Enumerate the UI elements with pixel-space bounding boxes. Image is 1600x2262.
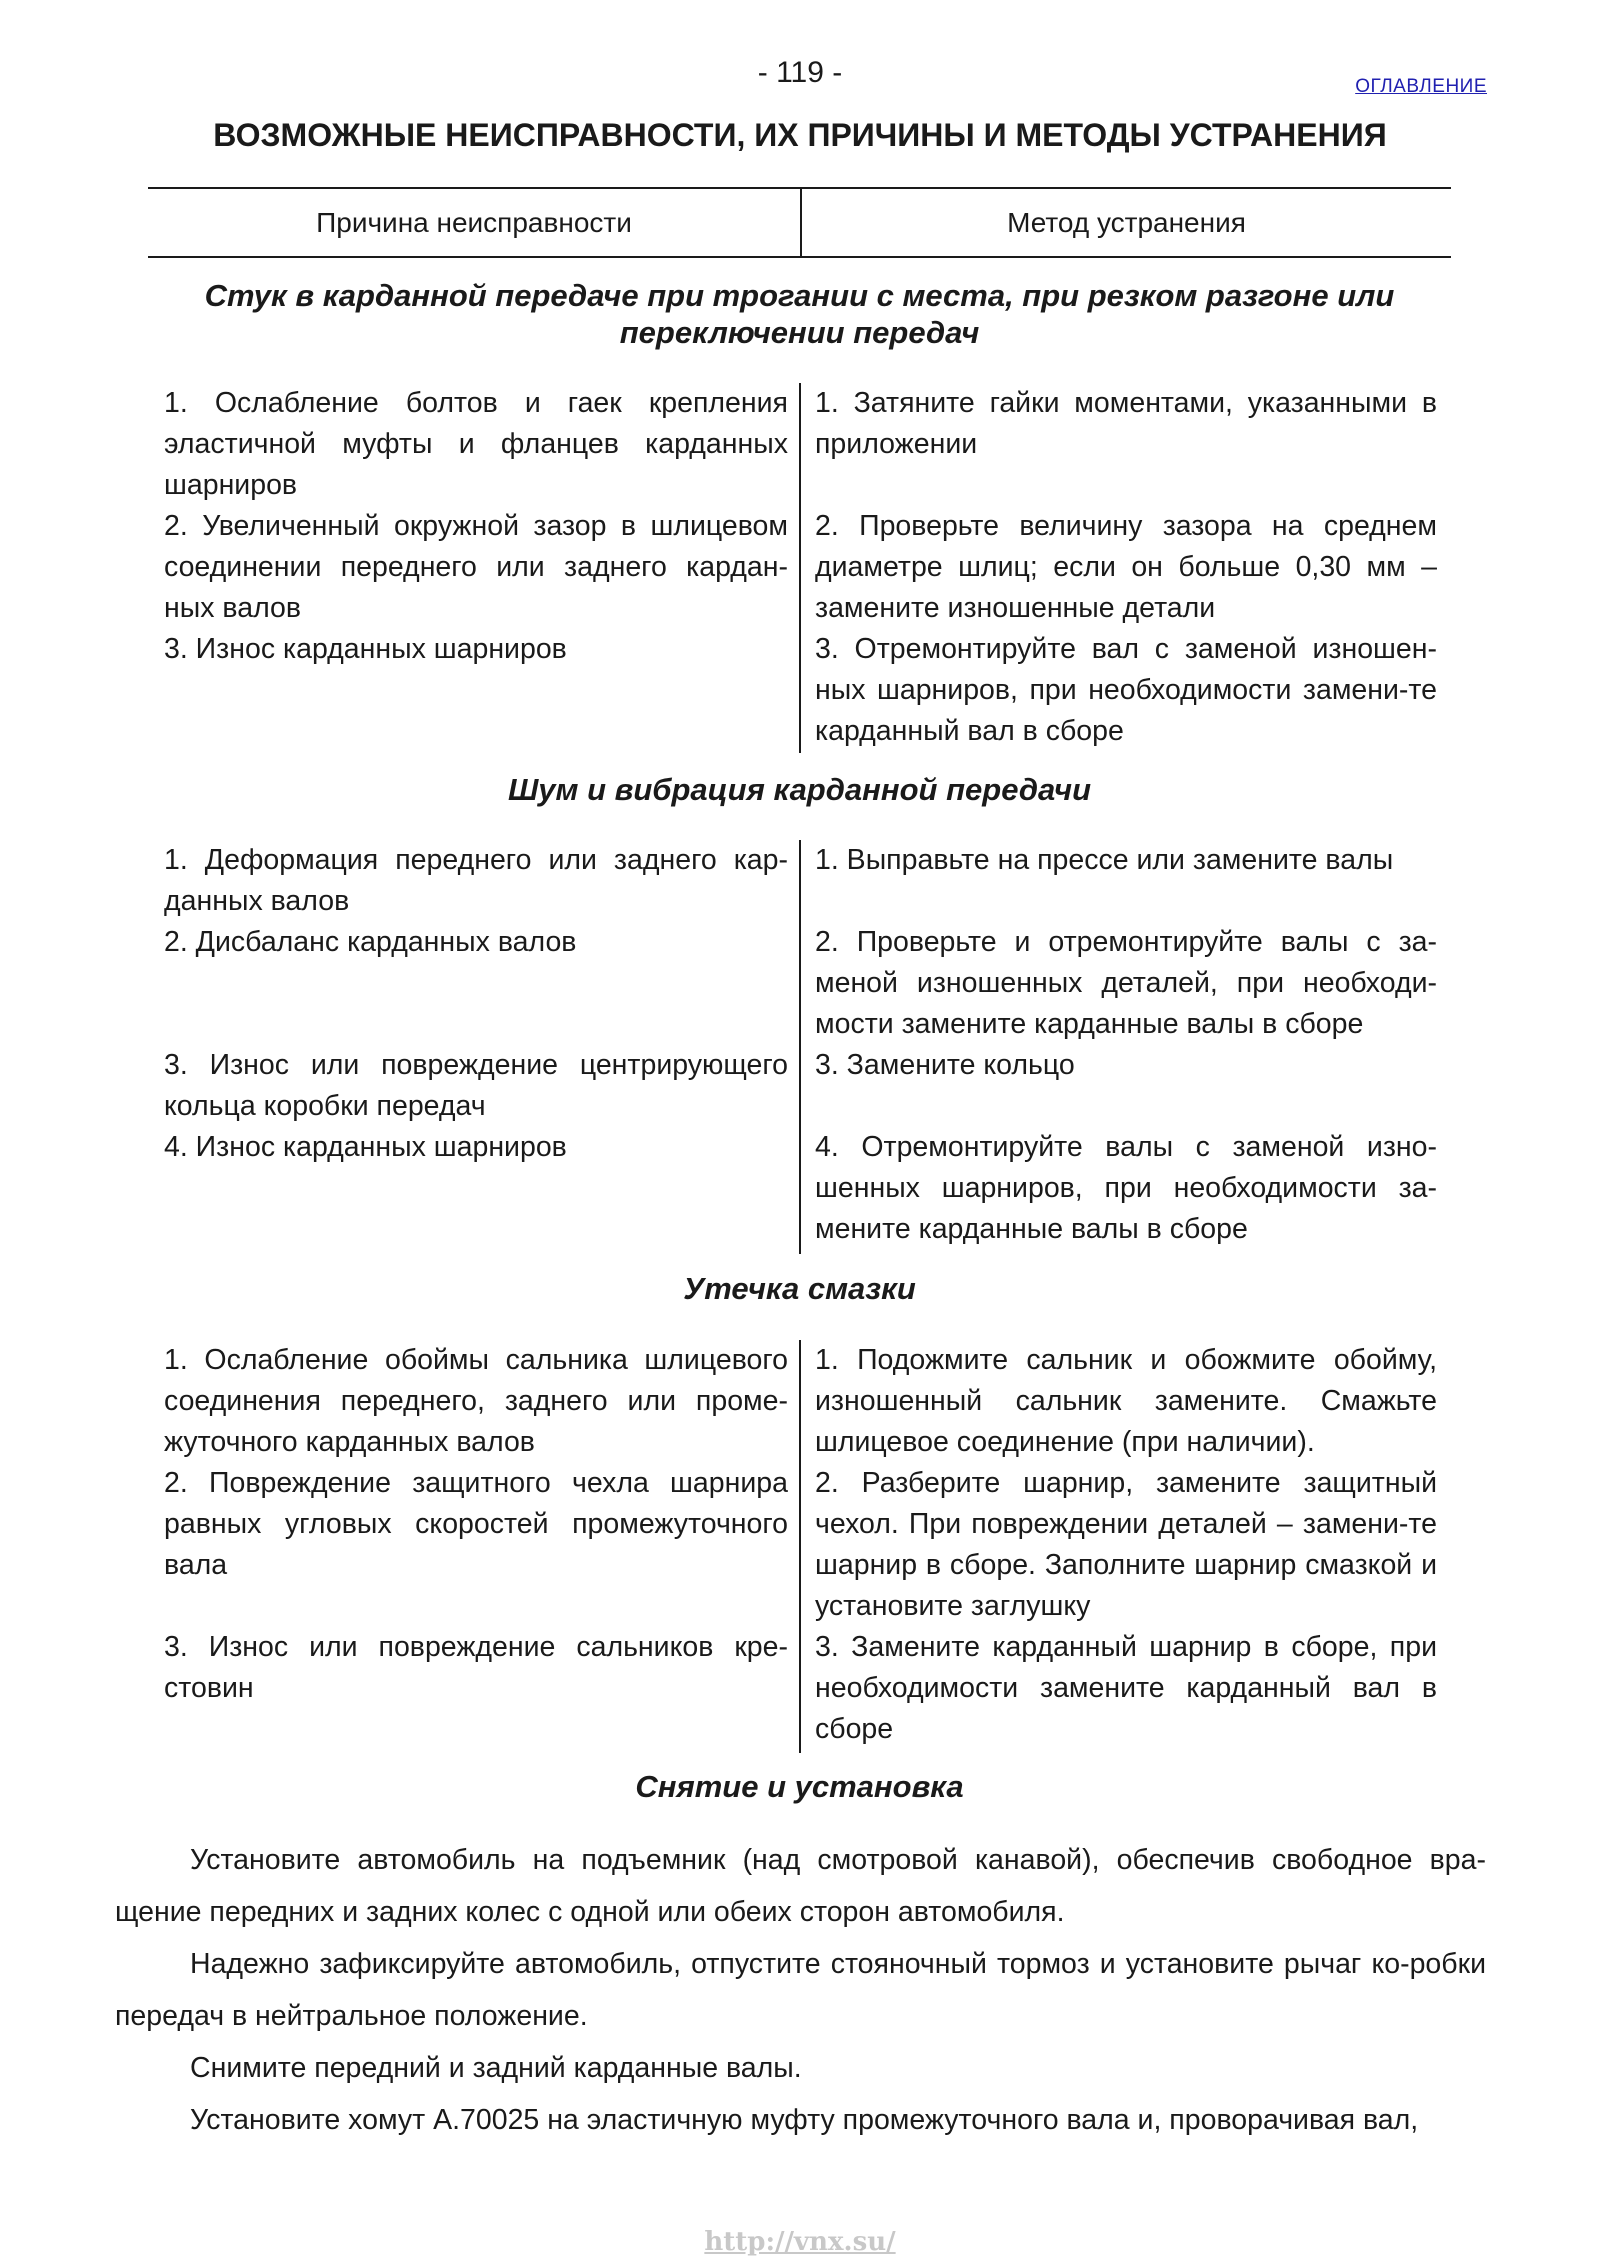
footer-url: http://vnx.su/ — [704, 2227, 896, 2257]
remedy-cell: 4. Отремонтируйте валы с заменой изно-шенных шарниров, при необходимости за-мените карданные валы в сборе — [815, 1131, 1437, 1245]
remedy-cell: 1. Затяните гайки моментами, указанными в приложении — [815, 387, 1437, 460]
section-divider — [799, 840, 801, 1254]
body-paragraph: Снимите передний и задний карданные валы. — [190, 2052, 802, 2084]
remedy-cell: 3. Замените карданный шарнир в сборе, при необходимости замените карданный вал в сборе — [815, 1631, 1437, 1745]
remedy-cell: 1. Подожмите сальник и обожмите обойму, изношенный сальник замените. Смажьте шлицевое соединение (при наличии). — [815, 1344, 1437, 1458]
section-title-leak: Утечка смазки — [683, 1271, 916, 1306]
cause-cell: 2. Увеличенный окружной зазор в шлицевом соединении переднего или заднего кардан-ных валов — [164, 510, 788, 624]
page-title: ВОЗМОЖНЫЕ НЕИСПРАВНОСТИ, ИХ ПРИЧИНЫ И МЕТОДЫ УСТРАНЕНИЯ — [213, 117, 1387, 153]
table-header-rule — [148, 256, 1451, 258]
cause-cell: 4. Износ карданных шарниров — [164, 1131, 567, 1163]
column-header-cause: Причина неисправности — [316, 207, 632, 238]
remedy-cell: 3. Отремонтируйте вал с заменой изношен-ных шарниров, при необходимости замени-те карданный вал в сборе — [815, 633, 1437, 747]
cause-cell: 3. Износ или повреждение сальников кре-стовин — [164, 1631, 788, 1704]
page-number: - 119 - — [757, 56, 843, 89]
body-paragraph: Надежно зафиксируйте автомобиль, отпустите стояночный тормоз и установите рычаг ко-робки передач в нейтральное положение. — [115, 1948, 1486, 2032]
cause-cell: 1. Ослабление болтов и гаек крепления эластичной муфты и фланцев карданных шарниров — [164, 387, 788, 501]
section-divider — [799, 1340, 801, 1753]
section-title-removal: Снятие и установка — [635, 1769, 964, 1804]
column-header-divider — [800, 188, 802, 256]
cause-cell: 3. Износ карданных шарниров — [164, 633, 567, 665]
remedy-cell: 2. Разберите шарнир, замените защитный чехол. При повреждении деталей – замени-те шарнир в сборе. Заполните шарнир смазкой и установите заглушку — [815, 1467, 1437, 1622]
remedy-cell: 3. Замените кольцо — [815, 1049, 1075, 1081]
section-title-noise: Шум и вибрация карданной передачи — [507, 772, 1092, 807]
section-divider — [799, 383, 801, 753]
cause-cell: 1. Деформация переднего или заднего кар-данных валов — [164, 844, 788, 917]
body-paragraph: Установите автомобиль на подъемник (над смотровой канавой), обеспечив свободное вра-щение передних и задних колес с одной или обеих сторон автомобиля. — [115, 1844, 1486, 1928]
section-title-knock: Стук в карданной передаче при трогании с места, при резком разгоне или переключении передач — [204, 278, 1395, 350]
remedy-cell: 1. Выправьте на прессе или замените валы — [815, 844, 1394, 876]
remedy-cell: 2. Проверьте величину зазора на среднем диаметре шлиц; если он больше 0,30 мм – замените изношенные детали — [815, 510, 1437, 624]
remedy-cell: 2. Проверьте и отремонтируйте валы с за-меной изношенных деталей, при необходи-мости замените карданные валы в сборе — [815, 926, 1437, 1040]
body-paragraph: Установите хомут А.70025 на эластичную муфту промежуточного вала и, проворачивая вал, — [190, 2104, 1419, 2136]
cause-cell: 2. Повреждение защитного чехла шарнира равных угловых скоростей промежуточного вала — [164, 1467, 788, 1581]
cause-cell: 2. Дисбаланс карданных валов — [164, 926, 577, 958]
cause-cell: 3. Износ или повреждение центрирующего кольца коробки передач — [164, 1049, 788, 1122]
toc-link[interactable]: ОГЛАВЛЕНИЕ — [1355, 76, 1487, 97]
cause-cell: 1. Ослабление обоймы сальника шлицевого соединения переднего, заднего или проме-жуточного карданных валов — [164, 1344, 788, 1458]
column-header-remedy: Метод устранения — [1007, 207, 1246, 238]
